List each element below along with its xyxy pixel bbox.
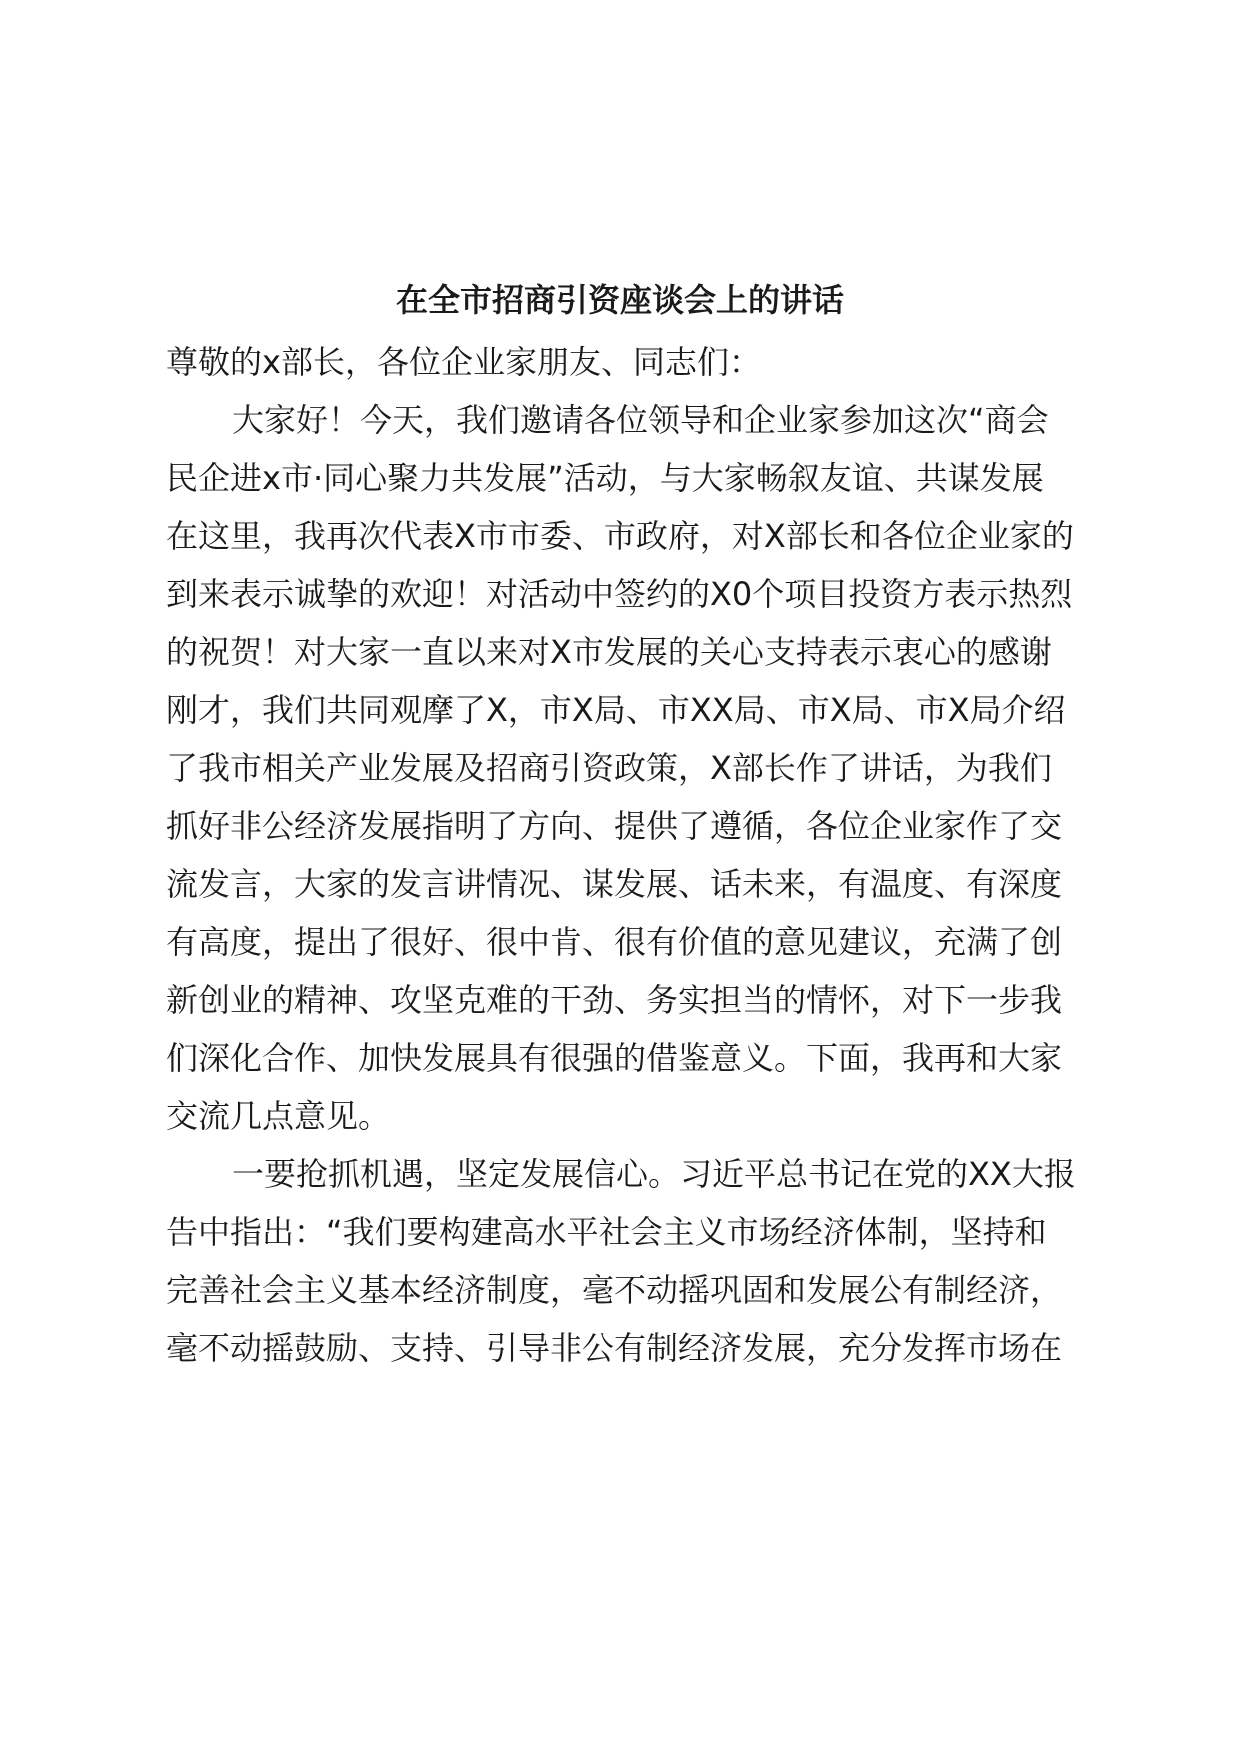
text-line: 一要抢抓机遇，坚定发展信心。习近平总书记在党的XX大报 (232, 1155, 1076, 1193)
text-line: 在这里，我再次代表X市市委、市政府，对X部长和各位企业家的 (166, 517, 1074, 555)
text-line: 们深化合作、加快发展具有很强的借鉴意义。下面，我再和大家 (166, 1039, 1063, 1077)
text-line: 毫不动摇鼓励、支持、引导非公有制经济发展，充分发挥市场在 (166, 1329, 1063, 1367)
text-line: 新创业的精神、攻坚克难的干劲、务实担当的情怀，对下一步我 (166, 981, 1063, 1019)
text-line: 民企进x市·同心聚力共发展”活动，与大家畅叙友谊、共谋发展 (166, 459, 1044, 497)
text-line: 流发言，大家的发言讲情况、谋发展、话未来，有温度、有深度 (166, 865, 1063, 903)
text-line: 告中指出：“我们要构建高水平社会主义市场经济体制，坚持和 (166, 1213, 1047, 1251)
document-title: 在全市招商引资座谈会上的讲话 (395, 281, 844, 319)
text-line: 了我市相关产业发展及招商引资政策，X部长作了讲话，为我们 (166, 749, 1052, 787)
text-line: 交流几点意见。 (166, 1097, 391, 1135)
text-line: 有高度，提出了很好、很中肯、很有价值的意见建议，充满了创 (166, 923, 1063, 961)
text-line: 大家好！今天，我们邀请各位领导和企业家参加这次“商会 (232, 401, 1049, 439)
text-line: 刚才，我们共同观摩了X，市X局、市XX局、市X局、市X局介绍 (166, 691, 1066, 729)
text-line: 抓好非公经济发展指明了方向、提供了遵循，各位企业家作了交 (166, 807, 1063, 845)
text-line: 到来表示诚挚的欢迎！对活动中签约的X0个项目投资方表示热烈 (166, 575, 1073, 613)
text-line: 完善社会主义基本经济制度，毫不动摇巩固和发展公有制经济， (166, 1271, 1063, 1309)
salutation: 尊敬的x部长，各位企业家朋友、同志们： (166, 343, 761, 381)
text-line: 的祝贺！对大家一直以来对X市发展的关心支持表示衷心的感谢 (166, 633, 1052, 671)
